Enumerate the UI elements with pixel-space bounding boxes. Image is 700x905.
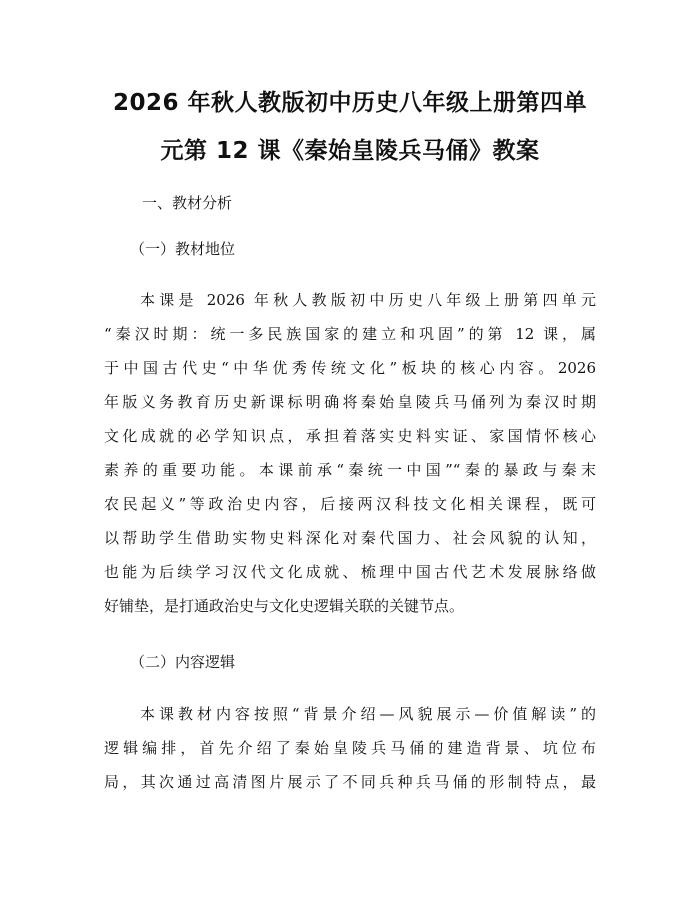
subsection-heading-content-logic: （二）内容逻辑: [130, 653, 236, 671]
paragraph-line: 本课教材内容按照“背景介绍—风貌展示—价值解读”的: [140, 705, 596, 723]
subsection-heading-textbook-status: （一）教材地位: [130, 240, 236, 258]
paragraph-content-logic: [104, 697, 596, 799]
paragraph-line: 逻辑编排，首先介绍了秦始皇陵兵马俑的建造背景、坑位布: [104, 739, 596, 757]
document-title-line-1: 2026 年秋人教版初中历史八年级上册第四单: [112, 90, 588, 116]
paragraph-line: 本课是 2026 年秋人教版初中历史八年级上册第四单元: [140, 291, 596, 309]
paragraph-line: 局，其次通过高清图片展示了不同兵种兵马俑的形制特点，最: [104, 773, 596, 791]
document-title-line-2: 元第 12 课《秦始皇陵兵马俑》教案: [160, 138, 540, 164]
paragraph-line: 以帮助学生借助实物史料深化对秦代国力、社会风貌的认知，: [104, 529, 596, 547]
paragraph-line: 好铺垫，是打通政治史与文化史逻辑关联的关键节点。: [104, 597, 465, 615]
section-heading-textbook-analysis: 一、教材分析: [142, 194, 233, 212]
paragraph-line: 素养的重要功能。本课前承“秦统一中国”“秦的暴政与秦末: [104, 461, 596, 479]
paragraph-line: 农民起义”等政治史内容，后接两汉科技文化相关课程，既可: [104, 495, 596, 513]
paragraph-line: 文化成就的必学知识点，承担着落实史料实证、家国情怀核心: [104, 427, 596, 445]
paragraph-line: 也能为后续学习汉代文化成就、梳理中国古代艺术发展脉络做: [104, 563, 596, 581]
paragraph-textbook-status: [104, 283, 596, 623]
paragraph-line: 年版义务教育历史新课标明确将秦始皇陵兵马俑列为秦汉时期: [104, 393, 596, 411]
paragraph-line: 于中国古代史“中华优秀传统文化”板块的核心内容。2026: [104, 359, 596, 377]
paragraph-line: “秦汉时期：统一多民族国家的建立和巩固”的第 12 课，属: [104, 325, 596, 343]
